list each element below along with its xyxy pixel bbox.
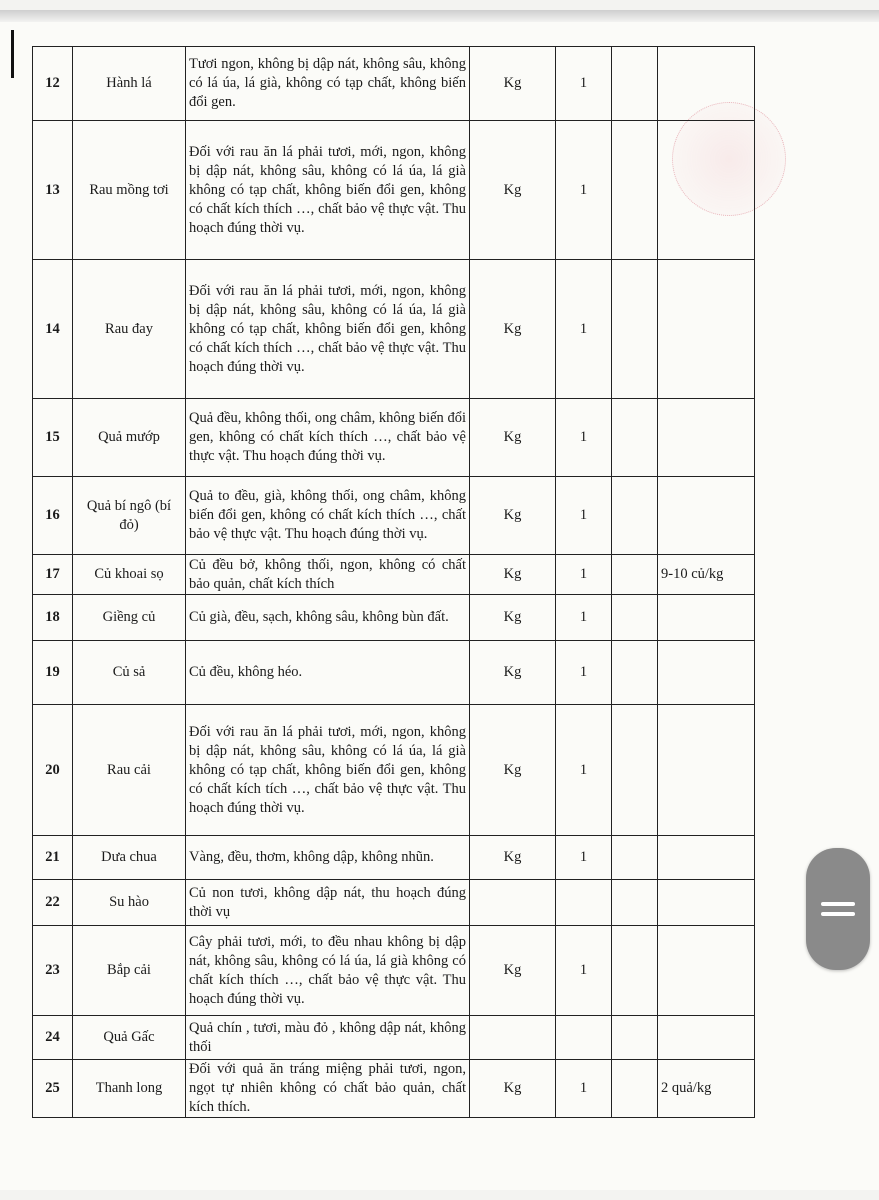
margin-mark: [11, 30, 14, 78]
row-number: 20: [33, 705, 73, 836]
item-description: Củ non tươi, không dập nát, thu hoạch đúng thời vụ: [186, 880, 470, 926]
item-description: Củ đều bở, không thối, ngon, không có chất bảo quản, chất kích thích: [186, 555, 470, 595]
item-note: [658, 926, 755, 1016]
item-unit: [470, 880, 556, 926]
item-name: Su hào: [73, 880, 186, 926]
row-number: 13: [33, 121, 73, 260]
item-unit: Kg: [470, 595, 556, 641]
item-unit: [470, 1016, 556, 1060]
row-number: 19: [33, 641, 73, 705]
item-quantity: 1: [556, 705, 612, 836]
empty-cell: [612, 47, 658, 121]
grip-line-icon: [821, 912, 855, 916]
item-name: Rau đay: [73, 260, 186, 399]
grip-line-icon: [821, 902, 855, 906]
item-name: Quả mướp: [73, 399, 186, 477]
item-note: [658, 477, 755, 555]
row-number: 24: [33, 1016, 73, 1060]
row-number: 18: [33, 595, 73, 641]
empty-cell: [612, 641, 658, 705]
item-description: Đối với rau ăn lá phải tươi, mới, ngon, không bị dập nát, không sâu, không có lá úa, lá già không có tạp chất, không biến đổi gen, không có chất kích tích …, chất bảo vệ thực vật. Thu hoạch đúng thời vụ.: [186, 705, 470, 836]
item-name: Rau mồng tơi: [73, 121, 186, 260]
item-note: [658, 880, 755, 926]
table-row: [33, 121, 755, 260]
item-quantity: 1: [556, 1060, 612, 1118]
item-note: 9-10 củ/kg: [658, 555, 755, 595]
row-number: 15: [33, 399, 73, 477]
item-unit: Kg: [470, 1060, 556, 1118]
table-row: [33, 1060, 755, 1118]
item-note: [658, 836, 755, 880]
table-row: [33, 260, 755, 399]
item-note: [658, 1016, 755, 1060]
table-row: [33, 1016, 755, 1060]
row-number: 22: [33, 880, 73, 926]
empty-cell: [612, 836, 658, 880]
item-description: Quả to đều, già, không thối, ong châm, không biến đổi gen, không có chất kích thích …, chất bảo vệ thực vật. Thu hoạch đúng thời vụ.: [186, 477, 470, 555]
item-quantity: 1: [556, 595, 612, 641]
item-name: Quả bí ngô (bí đỏ): [73, 477, 186, 555]
table-row: [33, 399, 755, 477]
table-row: [33, 47, 755, 121]
empty-cell: [612, 555, 658, 595]
item-unit: Kg: [470, 641, 556, 705]
item-quantity: [556, 880, 612, 926]
item-name: Củ khoai sọ: [73, 555, 186, 595]
table-row: [33, 477, 755, 555]
item-name: Dưa chua: [73, 836, 186, 880]
item-description: Quả đều, không thối, ong châm, không biến đổi gen, không có chất kích thích …, chất bảo vệ thực vật. Thu hoạch đúng thời vụ.: [186, 399, 470, 477]
empty-cell: [612, 595, 658, 641]
item-description: Tươi ngon, không bị dập nát, không sâu, không có lá úa, lá già, không có tạp chất, không biến đổi gen.: [186, 47, 470, 121]
scroll-handle[interactable]: [806, 848, 870, 970]
item-description: Đối với quả ăn tráng miệng phải tươi, ngon, ngọt tự nhiên không có chất bảo quản, chất kích thích.: [186, 1060, 470, 1118]
item-quantity: 1: [556, 555, 612, 595]
row-number: 16: [33, 477, 73, 555]
item-name: Bắp cải: [73, 926, 186, 1016]
item-unit: Kg: [470, 926, 556, 1016]
item-description: Quả chín , tươi, màu đỏ , không dập nát, không thối: [186, 1016, 470, 1060]
item-unit: Kg: [470, 705, 556, 836]
item-name: Giềng củ: [73, 595, 186, 641]
table-row: [33, 926, 755, 1016]
empty-cell: [612, 1060, 658, 1118]
item-name: Quả Gấc: [73, 1016, 186, 1060]
item-quantity: 1: [556, 260, 612, 399]
row-number: 17: [33, 555, 73, 595]
item-note: [658, 595, 755, 641]
item-unit: Kg: [470, 555, 556, 595]
item-note: [658, 399, 755, 477]
item-name: Củ sả: [73, 641, 186, 705]
item-description: Củ đều, không héo.: [186, 641, 470, 705]
row-number: 12: [33, 47, 73, 121]
item-unit: Kg: [470, 260, 556, 399]
item-name: Hành lá: [73, 47, 186, 121]
table-row: [33, 705, 755, 836]
item-unit: Kg: [470, 121, 556, 260]
item-quantity: 1: [556, 926, 612, 1016]
item-quantity: 1: [556, 399, 612, 477]
item-description: Đối với rau ăn lá phải tươi, mới, ngon, không bị dập nát, không sâu, không có lá úa, lá già không có tạp chất, không biến đổi gen, không có chất kích thích …, chất bảo vệ thực vật. Thu hoạch đúng thời vụ.: [186, 260, 470, 399]
item-quantity: 1: [556, 641, 612, 705]
item-unit: Kg: [470, 399, 556, 477]
empty-cell: [612, 399, 658, 477]
empty-cell: [612, 121, 658, 260]
item-note: [658, 121, 755, 260]
empty-cell: [612, 477, 658, 555]
item-description: Vàng, đều, thơm, không dập, không nhũn.: [186, 836, 470, 880]
row-number: 14: [33, 260, 73, 399]
table-row: [33, 641, 755, 705]
item-note: [658, 47, 755, 121]
table-row: [33, 555, 755, 595]
item-unit: Kg: [470, 47, 556, 121]
item-description: Củ già, đều, sạch, không sâu, không bùn đất.: [186, 595, 470, 641]
item-note: [658, 641, 755, 705]
item-quantity: 1: [556, 47, 612, 121]
item-note: [658, 705, 755, 836]
product-spec-table: [32, 46, 755, 1118]
table-row: [33, 595, 755, 641]
item-name: Rau cải: [73, 705, 186, 836]
table-row: [33, 836, 755, 880]
item-unit: Kg: [470, 836, 556, 880]
item-name: Thanh long: [73, 1060, 186, 1118]
page-top-edge: [0, 10, 879, 22]
item-description: Đối với rau ăn lá phải tươi, mới, ngon, không bị dập nát, không sâu, không có lá úa, lá già không có tạp chất, không biến đổi gen, không có chất kích thích …, chất bảo vệ thực vật. Thu hoạch đúng thời vụ.: [186, 121, 470, 260]
item-quantity: 1: [556, 477, 612, 555]
table-row: [33, 880, 755, 926]
item-quantity: 1: [556, 121, 612, 260]
empty-cell: [612, 926, 658, 1016]
empty-cell: [612, 260, 658, 399]
item-unit: Kg: [470, 477, 556, 555]
row-number: 25: [33, 1060, 73, 1118]
item-note: 2 quả/kg: [658, 1060, 755, 1118]
item-quantity: 1: [556, 836, 612, 880]
empty-cell: [612, 1016, 658, 1060]
document-page: [0, 10, 879, 1190]
item-note: [658, 260, 755, 399]
row-number: 23: [33, 926, 73, 1016]
empty-cell: [612, 880, 658, 926]
row-number: 21: [33, 836, 73, 880]
item-description: Cây phải tươi, mới, to đều nhau không bị dập nát, không sâu, không có lá úa, lá già không có chất kích thích …, chất bảo vệ thực vật. Thu hoạch đúng thời vụ.: [186, 926, 470, 1016]
empty-cell: [612, 705, 658, 836]
item-quantity: [556, 1016, 612, 1060]
